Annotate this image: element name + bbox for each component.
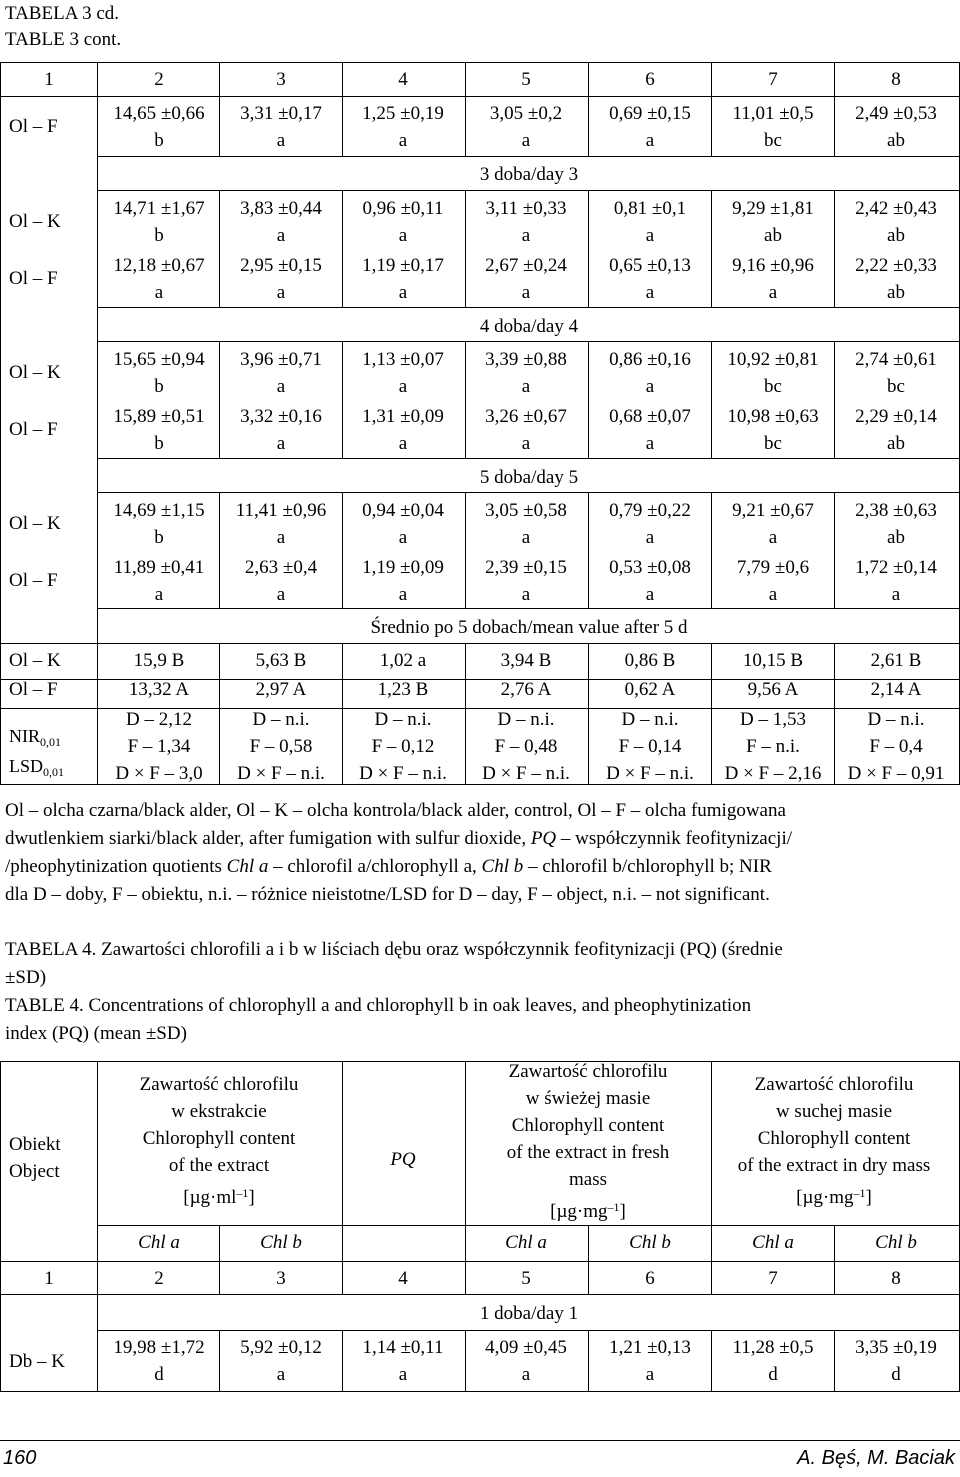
footnote <box>5 797 955 909</box>
col-divider <box>711 62 712 96</box>
value-cell: 3,96 ±0,71 <box>240 349 322 370</box>
col-divider <box>219 341 220 458</box>
value-cell: 2,22 ±0,33 <box>855 255 937 276</box>
lsd-value: F – 0,14 <box>618 736 682 757</box>
mean-value: 5,63 B <box>255 650 307 671</box>
t3-mean-rule <box>0 643 960 644</box>
dry-header-unit <box>714 1179 954 1212</box>
value-cell: 14,71 ±1,67 <box>113 198 205 219</box>
dry-header-line: w suchej masie <box>775 1101 893 1122</box>
significance-letter: a <box>645 527 655 548</box>
mean-value: 2,97 A <box>255 679 307 700</box>
value-cell: 1,31 ±0,09 <box>362 406 444 427</box>
significance-letter: bc <box>764 433 782 454</box>
significance-letter: a <box>276 282 286 303</box>
significance-letter: a <box>398 225 408 246</box>
value-cell: 0,68 ±0,07 <box>609 406 691 427</box>
value-cell: 9,16 ±0,96 <box>732 255 814 276</box>
significance-letter: a <box>398 282 408 303</box>
col-divider <box>465 62 466 96</box>
col-divider <box>465 96 466 156</box>
fresh-header-line: w świeżej masie <box>525 1088 651 1109</box>
unit-close: ] <box>865 1187 872 1208</box>
significance-letter: a <box>398 433 408 454</box>
col-divider <box>834 341 835 458</box>
value-cell: 1,13 ±0,07 <box>362 349 444 370</box>
value-cell: 2,49 ±0,53 <box>855 103 937 124</box>
t4-divider <box>711 1061 712 1226</box>
lsd-sub: 0,01 <box>43 765 65 779</box>
row-label: Ol – K <box>9 362 61 383</box>
col-divider <box>465 492 466 608</box>
table4-caption-pl-2: ±SD) <box>5 967 47 988</box>
value-cell: 0,96 ±0,11 <box>362 198 444 219</box>
chl-subheader: Chl a <box>505 1232 547 1253</box>
significance-letter: a <box>276 130 286 151</box>
value-cell: 12,18 ±0,67 <box>113 255 205 276</box>
t4-col-number-3: 3 <box>276 1268 286 1289</box>
mean-row-label: Ol – K <box>9 650 61 671</box>
lsd-value: D × F – n.i. <box>482 763 570 784</box>
t4-col-number-7: 7 <box>768 1268 778 1289</box>
row-label: Ol – F <box>9 268 58 289</box>
significance-letter: a <box>276 225 286 246</box>
value-cell: 3,11 ±0,33 <box>485 198 567 219</box>
value-cell: 9,29 ±1,81 <box>732 198 814 219</box>
col-divider <box>588 96 589 156</box>
value-cell: 11,89 ±0,41 <box>113 557 205 578</box>
chl-subheader: Chl b <box>875 1232 917 1253</box>
value-cell: 2,38 ±0,63 <box>855 500 937 521</box>
unit-exp: –1 <box>236 1186 249 1200</box>
significance-letter: a <box>521 584 531 605</box>
significance-letter: a <box>398 376 408 397</box>
t3-col-number-8: 8 <box>891 69 901 90</box>
significance-letter: b <box>154 527 164 548</box>
t4-value-cell: 19,98 ±1,72 <box>113 1337 205 1358</box>
col-divider <box>588 492 589 608</box>
footnote-line1: Ol – olcha czarna/black alder, Ol – K – olcha kontrola/black alder, control, Ol – F – olcha fumigowana <box>5 800 786 821</box>
value-cell: 1,25 ±0,19 <box>362 103 444 124</box>
t4-col-number-1: 1 <box>44 1268 54 1289</box>
t4-col-number-2: 2 <box>154 1268 164 1289</box>
value-cell: 3,31 ±0,17 <box>240 103 322 124</box>
significance-letter: a <box>521 527 531 548</box>
significance-letter: a <box>645 376 655 397</box>
lsd-value: D – n.i. <box>252 709 310 730</box>
section-rule <box>97 492 960 493</box>
nir-text: NIR <box>9 726 40 746</box>
t3-col-number-4: 4 <box>398 69 408 90</box>
significance-letter: b <box>154 433 164 454</box>
chl-subheader: Chl b <box>629 1232 671 1253</box>
table4-caption-en-2: index (PQ) (mean ±SD) <box>5 1023 187 1044</box>
mean-value: 2,76 A <box>500 679 552 700</box>
lsd-value: F – 1,34 <box>127 736 191 757</box>
pq-header: PQ <box>390 1149 416 1170</box>
value-cell: 3,05 ±0,2 <box>489 103 563 124</box>
value-cell: 0,79 ±0,22 <box>609 500 691 521</box>
mean-value: 10,15 B <box>742 650 804 671</box>
object-label-pl: Obiekt <box>9 1134 61 1155</box>
t3-col-number-1: 1 <box>44 69 54 90</box>
significance-letter: a <box>276 527 286 548</box>
significance-letter: a <box>645 584 655 605</box>
significance-letter: a <box>276 584 286 605</box>
significance-letter: a <box>154 584 164 605</box>
lsd-value: D × F – 3,0 <box>115 763 203 784</box>
mean-value: 2,61 B <box>870 650 922 671</box>
t4-significance-letter: d <box>891 1364 901 1385</box>
unit-close: ] <box>619 1201 626 1222</box>
t3-col-number-5: 5 <box>521 69 531 90</box>
section-rule <box>97 190 960 191</box>
section-rule <box>97 341 960 342</box>
row-label: Ol – F <box>9 570 58 591</box>
extract-header-unit <box>99 1179 339 1212</box>
mean-row-label: Ol – F <box>9 679 58 700</box>
extract-header-line: Zawartość chlorofilu <box>139 1074 299 1095</box>
significance-letter: a <box>521 130 531 151</box>
row-label: Ol – F <box>9 116 58 137</box>
t4-value-cell: 1,14 ±0,11 <box>362 1337 444 1358</box>
significance-letter: ab <box>887 130 905 151</box>
col-divider <box>711 341 712 458</box>
unit-text: [µg·ml <box>183 1187 237 1208</box>
col-divider <box>588 341 589 458</box>
significance-letter: a <box>768 527 778 548</box>
col-divider <box>342 341 343 458</box>
significance-letter: ab <box>764 225 782 246</box>
significance-letter: a <box>521 225 531 246</box>
mean-value: 9,56 A <box>747 679 799 700</box>
value-cell: 2,95 ±0,15 <box>240 255 322 276</box>
lsd-value: F – 0,48 <box>494 736 558 757</box>
col-divider <box>588 190 589 307</box>
col-divider <box>342 62 343 96</box>
section-s5: 5 doba/day 5 <box>479 467 579 488</box>
t3-header-rule <box>0 96 960 97</box>
t4-value-cell: 3,35 ±0,19 <box>855 1337 937 1358</box>
t4-value-cell: 1,21 ±0,13 <box>609 1337 691 1358</box>
value-cell: 0,94 ±0,04 <box>362 500 444 521</box>
value-cell: 1,72 ±0,14 <box>855 557 937 578</box>
extract-header-line: of the extract <box>168 1155 270 1176</box>
unit-text: [µg·mg <box>796 1187 854 1208</box>
lsd-value: D – 2,12 <box>126 709 192 730</box>
significance-letter: a <box>398 584 408 605</box>
value-cell: 7,79 ±0,6 <box>736 557 810 578</box>
dry-header-line: Chlorophyll content <box>757 1128 911 1149</box>
nir-sub: 0,01 <box>40 735 61 749</box>
significance-letter: ab <box>887 282 905 303</box>
value-cell: 9,21 ±0,67 <box>732 500 814 521</box>
significance-letter: a <box>521 433 531 454</box>
value-cell: 10,98 ±0,63 <box>727 406 819 427</box>
value-cell: 11,01 ±0,5 <box>732 103 814 124</box>
lsd-value: D × F – n.i. <box>359 763 447 784</box>
extract-header-line: Chlorophyll content <box>142 1128 296 1149</box>
page-number: 160 <box>3 1447 37 1469</box>
col-divider <box>588 62 589 96</box>
col-divider <box>834 190 835 307</box>
value-cell: 15,65 ±0,94 <box>113 349 205 370</box>
value-cell: 0,69 ±0,15 <box>609 103 691 124</box>
mean-value: 1,02 a <box>379 650 427 671</box>
value-cell: 2,63 ±0,4 <box>244 557 318 578</box>
value-cell: 14,69 ±1,15 <box>113 500 205 521</box>
nir-label <box>9 724 64 784</box>
col-divider <box>711 492 712 608</box>
row-label: Ol – K <box>9 211 61 232</box>
t3-col-number-3: 3 <box>276 69 286 90</box>
t4-col-number-4: 4 <box>398 1268 408 1289</box>
value-cell: 1,19 ±0,09 <box>362 557 444 578</box>
lsd-value: D × F – n.i. <box>237 763 325 784</box>
section-s4: 4 doba/day 4 <box>479 316 579 337</box>
t4-value-cell: 11,28 ±0,5 <box>732 1337 814 1358</box>
t4-significance-letter: a <box>521 1364 531 1385</box>
value-cell: 11,41 ±0,96 <box>235 500 327 521</box>
t4-numbers-top-rule <box>0 1261 960 1262</box>
lsd-value: D × F – n.i. <box>606 763 694 784</box>
significance-letter: a <box>398 130 408 151</box>
t4-significance-letter: a <box>398 1364 408 1385</box>
col-divider <box>219 492 220 608</box>
mean-value: 1,23 B <box>377 679 429 700</box>
dry-header-line: of the extract in dry mass <box>737 1155 931 1176</box>
significance-letter: ab <box>887 527 905 548</box>
t4-bottom-rule <box>0 1391 960 1392</box>
col-divider <box>834 492 835 608</box>
table3-label-pl: TABELA 3 cd. <box>5 3 120 24</box>
lsd-value: F – n.i. <box>746 736 800 757</box>
significance-letter: ab <box>887 225 905 246</box>
col-divider <box>342 96 343 156</box>
value-cell: 3,05 ±0,58 <box>485 500 567 521</box>
table4-caption <box>5 936 955 1048</box>
table3-label-en: TABLE 3 cont. <box>5 29 122 50</box>
value-cell: 2,39 ±0,15 <box>485 557 567 578</box>
section-rule <box>97 156 960 157</box>
row-label: Ol – K <box>9 513 61 534</box>
fresh-header-line: Chlorophyll content <box>511 1115 665 1136</box>
value-cell: 3,32 ±0,16 <box>240 406 322 427</box>
lsd-value: F – 0,4 <box>869 736 923 757</box>
t4-col-number-6: 6 <box>645 1268 655 1289</box>
t4-value-cell: 4,09 ±0,45 <box>485 1337 567 1358</box>
mean-value: 2,14 A <box>870 679 922 700</box>
value-cell: 15,89 ±0,51 <box>113 406 205 427</box>
footnote-line2: dwutlenkiem siarki/black alder, after fumigation with sulfur dioxide, PQ – współczynnik feofitynizacji/ <box>5 828 793 849</box>
t3-col-number-7: 7 <box>768 69 778 90</box>
mean-value: 0,62 A <box>624 679 676 700</box>
chl-subheader: Chl b <box>260 1232 302 1253</box>
t3-col-number-2: 2 <box>154 69 164 90</box>
t3-col-number-6: 6 <box>645 69 655 90</box>
significance-letter: bc <box>764 130 782 151</box>
mean-value: 13,32 A <box>128 679 190 700</box>
section-mean: Średnio po 5 dobach/mean value after 5 d <box>370 617 688 638</box>
col-divider <box>834 96 835 156</box>
lsd-value: D × F – 2,16 <box>724 763 822 784</box>
significance-letter: a <box>521 282 531 303</box>
t4-significance-letter: a <box>645 1364 655 1385</box>
authors: A. Bęś, M. Baciak <box>797 1447 955 1469</box>
lsd-text: LSD <box>9 756 44 776</box>
chl-subheader: Chl a <box>752 1232 794 1253</box>
significance-letter: a <box>891 584 901 605</box>
section-rule <box>97 458 960 459</box>
t4-significance-letter: d <box>154 1364 164 1385</box>
significance-letter: a <box>276 433 286 454</box>
section-rule <box>97 307 960 308</box>
lsd-value: D – 1,53 <box>740 709 806 730</box>
table4-caption-pl-1: TABELA 4. Zawartości chlorofili a i b w liściach dębu oraz współczynnik feofitynizacji (PQ) (średnie <box>5 939 783 960</box>
value-cell: 10,92 ±0,81 <box>727 349 819 370</box>
significance-letter: a <box>276 376 286 397</box>
section-s3: 3 doba/day 3 <box>479 164 579 185</box>
lsd-value: F – 0,58 <box>249 736 313 757</box>
lsd-value: F – 0,12 <box>371 736 435 757</box>
lsd-value: D – n.i. <box>621 709 679 730</box>
extract-header-line: w ekstrakcie <box>171 1101 267 1122</box>
t3-left-rule <box>0 62 1 784</box>
value-cell: 14,65 ±0,66 <box>113 103 205 124</box>
t3-bottom-rule <box>0 784 960 785</box>
significance-letter: b <box>154 130 164 151</box>
value-cell: 2,42 ±0,43 <box>855 198 937 219</box>
unit-text: [µg·mg <box>550 1201 608 1222</box>
t4-value-cell: 5,92 ±0,12 <box>240 1337 322 1358</box>
mean-value: 0,86 B <box>624 650 676 671</box>
object-label-en: Object <box>9 1161 60 1182</box>
significance-letter: a <box>645 225 655 246</box>
significance-letter: a <box>645 282 655 303</box>
t4-section-rule <box>97 1330 960 1331</box>
value-cell: 0,81 ±0,1 <box>613 198 687 219</box>
lsd-value: D – n.i. <box>497 709 555 730</box>
lsd-value: D × F – 0,91 <box>847 763 945 784</box>
col-divider <box>342 190 343 307</box>
col-divider <box>834 62 835 96</box>
significance-letter: b <box>154 376 164 397</box>
significance-letter: a <box>398 527 408 548</box>
significance-letter: a <box>645 130 655 151</box>
fresh-header-line: Zawartość chlorofilu <box>508 1061 668 1082</box>
t4-row-label: Db – K <box>9 1351 65 1372</box>
unit-close: ] <box>248 1187 255 1208</box>
value-cell: 2,74 ±0,61 <box>855 349 937 370</box>
footer-rule <box>0 1440 960 1441</box>
dry-header-line: Zawartość chlorofilu <box>754 1074 914 1095</box>
value-cell: 0,53 ±0,08 <box>609 557 691 578</box>
col-divider <box>219 190 220 307</box>
unit-exp: –1 <box>853 1186 866 1200</box>
significance-letter: a <box>768 584 778 605</box>
t4-divider <box>465 1061 466 1226</box>
t4-left-rule <box>0 1061 1 1391</box>
value-cell: 3,83 ±0,44 <box>240 198 322 219</box>
significance-letter: bc <box>887 376 905 397</box>
t4-significance-letter: d <box>768 1364 778 1385</box>
lsd-value: D – n.i. <box>374 709 432 730</box>
value-cell: 3,39 ±0,88 <box>485 349 567 370</box>
lsd-value: D – n.i. <box>867 709 925 730</box>
footnote-line4: dla D – doby, F – obiektu, n.i. – różnice nieistotne/LSD for D – day, F – object, n.i. – not significant. <box>5 884 770 905</box>
value-cell: 1,19 ±0,17 <box>362 255 444 276</box>
value-cell: 2,29 ±0,14 <box>855 406 937 427</box>
value-cell: 0,65 ±0,13 <box>609 255 691 276</box>
significance-letter: a <box>768 282 778 303</box>
fresh-header-line: mass <box>569 1169 607 1190</box>
t4-col-number-5: 5 <box>521 1268 531 1289</box>
chl-subheader: Chl a <box>138 1232 180 1253</box>
value-cell: 3,26 ±0,67 <box>485 406 567 427</box>
mean-value: 15,9 B <box>133 650 185 671</box>
value-cell: 0,86 ±0,16 <box>609 349 691 370</box>
t4-col-number-8: 8 <box>891 1268 901 1289</box>
col-divider <box>711 190 712 307</box>
fresh-header-line: of the extract in fresh <box>506 1142 670 1163</box>
mean-value: 3,94 B <box>500 650 552 671</box>
col-divider <box>465 341 466 458</box>
col-divider <box>711 96 712 156</box>
col-divider <box>219 62 220 96</box>
significance-letter: bc <box>764 376 782 397</box>
t4-significance-letter: a <box>276 1364 286 1385</box>
significance-letter: b <box>154 225 164 246</box>
significance-letter: a <box>645 433 655 454</box>
t4-numbers-bottom-rule <box>0 1294 960 1295</box>
footnote-line3: /pheophytinization quotients Chl a – chlorofil a/chlorophyll a, Chl b – chlorofil b/chlorophyll b; NIR <box>5 856 772 877</box>
t3-top-rule <box>0 62 960 63</box>
significance-letter: a <box>154 282 164 303</box>
table4-caption-en-1: TABLE 4. Concentrations of chlorophyll a and chlorophyll b in oak leaves, and pheophytinization <box>5 995 752 1016</box>
t4-divider <box>342 1061 343 1226</box>
col-divider <box>465 190 466 307</box>
col-divider <box>219 96 220 156</box>
t4-section-day1: 1 doba/day 1 <box>479 1303 579 1324</box>
unit-exp: –1 <box>607 1200 620 1214</box>
fresh-header-unit <box>468 1193 708 1226</box>
significance-letter: a <box>521 376 531 397</box>
value-cell: 2,67 ±0,24 <box>485 255 567 276</box>
significance-letter: ab <box>887 433 905 454</box>
row-label: Ol – F <box>9 419 58 440</box>
col-divider <box>342 492 343 608</box>
